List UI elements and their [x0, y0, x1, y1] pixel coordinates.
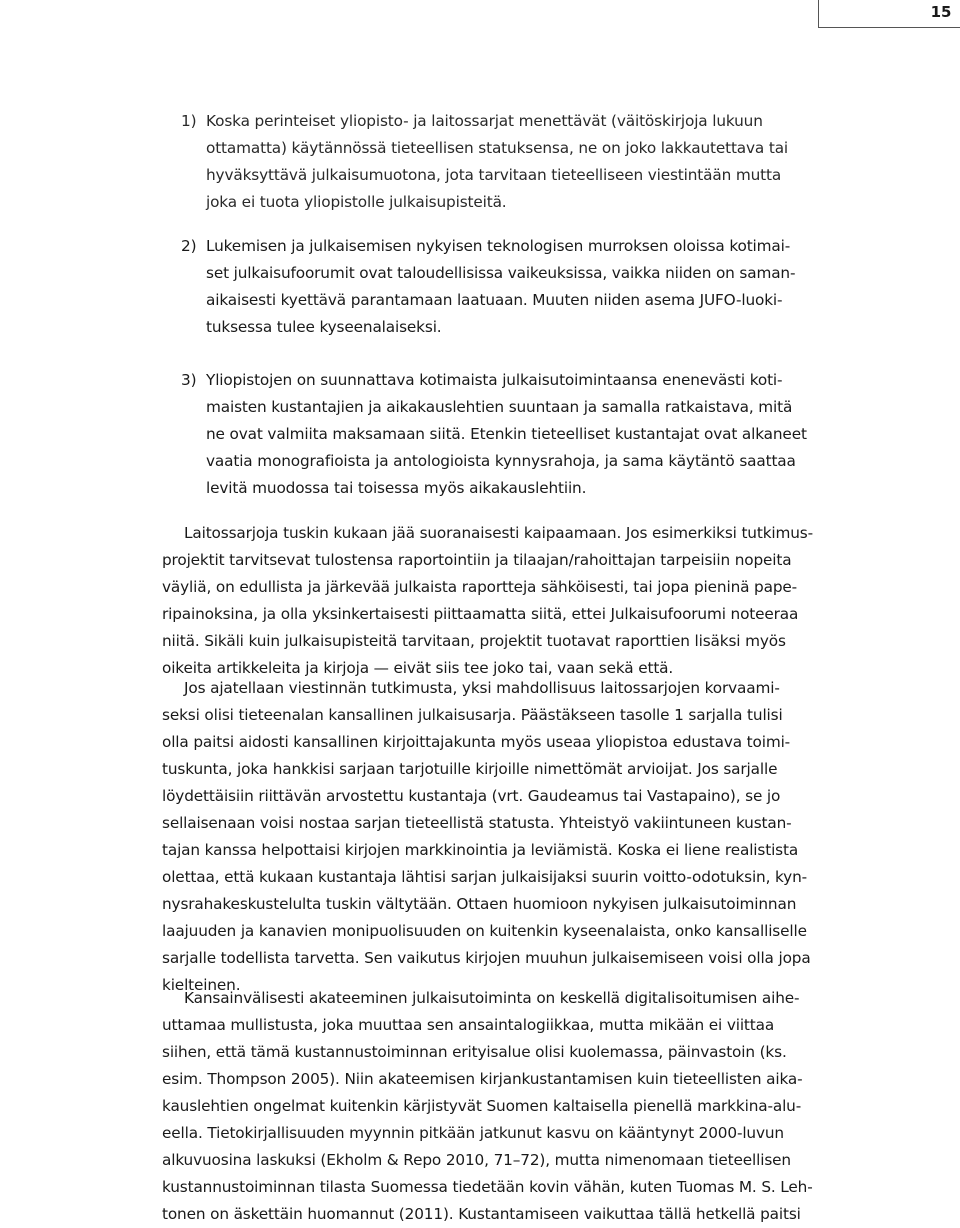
list-item-number: 1): [181, 112, 197, 130]
paragraph-line: sarjalle todellista tarvetta. Sen vaikutus kirjojen muuhun julkaisemiseen voisi olla jopa: [162, 949, 811, 967]
list-item-line: ne ovat valmiita maksamaan siitä. Etenkin tieteelliset kustantajat ovat alkaneet: [206, 425, 807, 443]
page-number: 15: [930, 3, 952, 21]
paragraph-line: tajan kanssa helpottaisi kirjojen markkinointia ja leviämistä. Koska ei liene realistista: [162, 841, 799, 859]
list-item-3: [181, 367, 821, 502]
paragraph-line: oikeita artikkeleita ja kirjoja — eivät siis tee joko tai, vaan sekä että.: [162, 659, 674, 677]
list-item-line: aikaisesti kyettävä parantamaan laatuaan. Muuten niiden asema JUFO-luoki-: [206, 291, 783, 309]
paragraph-line: väyliä, on edullista ja järkevää julkaista raportteja sähköisesti, tai jopa pieninä pape-: [162, 578, 798, 596]
paragraph-line: esim. Thompson 2005). Niin akateemisen kirjankustantamisen kuin tieteellisten aika-: [162, 1070, 803, 1088]
paragraph-line: olla paitsi aidosti kansallinen kirjoittajakunta myös useaa yliopistoa edustava toimi-: [162, 733, 791, 751]
paragraph-line: laajuuden ja kanavien monipuolisuuden on kuitenkin kyseenalaista, onko kansalliselle: [162, 922, 807, 940]
list-item-line: ottamatta) käytännössä tieteellisen statuksensa, ne on joko lakkautettava tai: [206, 139, 789, 157]
list-item-1: [181, 108, 821, 216]
paragraph-line: kustannustoiminnan tilasta Suomessa tiedetään kovin vähän, kuten Tuomas M. S. Leh-: [162, 1178, 813, 1196]
paragraph-line: tuskunta, joka hankkisi sarjaan tarjotuille kirjoille nimettömät arvioijat. Jos sarjalle: [162, 760, 778, 778]
list-item-line: Yliopistojen on suunnattava kotimaista julkaisutoimintaansa enenevästi koti-: [206, 371, 783, 389]
list-item-line: Koska perinteiset yliopisto- ja laitossarjat menettävät (väitöskirjoja lukuun: [206, 112, 763, 130]
list-item-number: 2): [181, 237, 197, 255]
paragraph-line: eella. Tietokirjallisuuden myynnin pitkään jatkunut kasvu on kääntynyt 2000-luvun: [162, 1124, 784, 1142]
list-item-2: [181, 233, 821, 341]
paragraph-line: siihen, että tämä kustannustoiminnan erityisalue olisi kuolemassa, päinvastoin (ks.: [162, 1043, 787, 1061]
list-item-line: Lukemisen ja julkaisemisen nykyisen teknologisen murroksen oloissa kotimai-: [206, 237, 791, 255]
paragraph-line: sellaisenaan voisi nostaa sarjan tieteellistä statusta. Yhteistyö vakiintuneen kustan-: [162, 814, 792, 832]
paragraph-line: projektit tarvitsevat tulostensa raportointiin ja tilaajan/rahoittajan tarpeisiin nopeita: [162, 551, 792, 569]
paragraph-line: nysrahakeskustelulta tuskin vältytään. Ottaen huomioon nykyisen julkaisutoiminnan: [162, 895, 797, 913]
paragraph-line: alkuvuosina laskuksi (Ekholm & Repo 2010, 71–72), mutta nimenomaan tieteellisen: [162, 1151, 791, 1169]
list-item-line: maisten kustantajien ja aikakauslehtien suuntaan ja samalla ratkaistava, mitä: [206, 398, 793, 416]
paragraph-line: seksi olisi tieteenalan kansallinen julkaisusarja. Päästäkseen tasolle 1 sarjalla tulisi: [162, 706, 783, 724]
paragraph-line: uttamaa mullistusta, joka muuttaa sen ansaintalogiikkaa, mutta mikään ei viittaa: [162, 1016, 775, 1034]
list-item-line: levitä muodossa tai toisessa myös aikakauslehtiin.: [206, 479, 587, 497]
paragraph-line: kauslehtien ongelmat kuitenkin kärjistyvät Suomen kaltaisella pienellä markkina-alu-: [162, 1097, 802, 1115]
paragraph-line: niitä. Sikäli kuin julkaisupisteitä tarvitaan, projektit tuotavat raporttien lisäksi myös: [162, 632, 786, 650]
list-item-line: tuksessa tulee kyseenalaiseksi.: [206, 318, 442, 336]
paragraph-line: Kansainvälisesti akateeminen julkaisutoiminta on keskellä digitalisoitumisen aihe-: [184, 989, 800, 1007]
page-number-box: [818, 0, 960, 28]
paragraph-line: löydettäisiin riittävän arvostettu kustantaja (vrt. Gaudeamus tai Vastapaino), se jo: [162, 787, 781, 805]
paragraph-line: ripainoksina, ja olla yksinkertaisesti piittaamatta siitä, ettei Julkaisufoorumi noteeraa: [162, 605, 799, 623]
paragraph-2: [162, 675, 826, 999]
list-item-line: set julkaisufoorumit ovat taloudellisissa vaikeuksissa, vaikka niiden on saman-: [206, 264, 796, 282]
paragraph-3: [162, 985, 826, 1228]
paragraph-line: tonen on äskettäin huomannut (2011). Kustantamiseen vaikuttaa tällä hetkellä paitsi: [162, 1205, 801, 1223]
paragraph-1: [162, 520, 826, 682]
paragraph-line: Laitossarjoja tuskin kukaan jää suoranaisesti kaipaamaan. Jos esimerkiksi tutkimus-: [184, 524, 813, 542]
list-item-line: vaatia monografioista ja antologioista kynnysrahoja, ja sama käytäntö saattaa: [206, 452, 796, 470]
paragraph-line: kielteinen.: [162, 976, 241, 994]
paragraph-line: Jos ajatellaan viestinnän tutkimusta, yksi mahdollisuus laitossarjojen korvaami-: [184, 679, 780, 697]
list-item-number: 3): [181, 371, 197, 389]
list-item-line: joka ei tuota yliopistolle julkaisupisteitä.: [206, 193, 507, 211]
list-item-line: hyväksyttävä julkaisumuotona, jota tarvitaan tieteelliseen viestintään mutta: [206, 166, 782, 184]
paragraph-line: olettaa, että kukaan kustantaja lähtisi sarjan julkaisijaksi suurin voitto-odotuksin, kyn-: [162, 868, 807, 886]
